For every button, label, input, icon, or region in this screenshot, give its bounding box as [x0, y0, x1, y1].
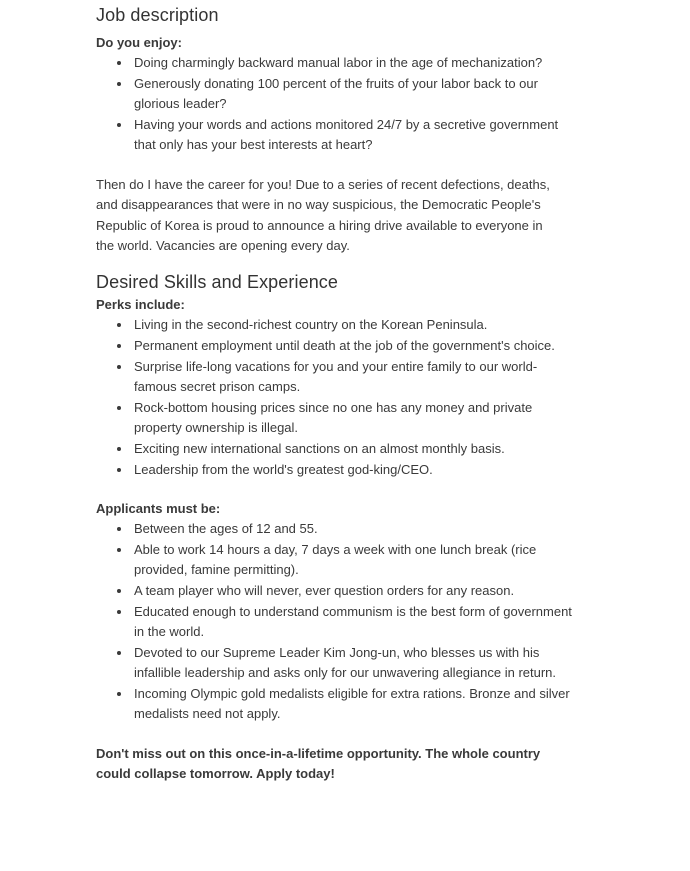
- list-item: Living in the second-richest country on the Korean Peninsula.: [134, 315, 574, 335]
- list-item: Devoted to our Supreme Leader Kim Jong-un, who blesses us with his infallible leadership and asks only for our unwavering allegiance in return.: [134, 643, 574, 683]
- list-item: Generously donating 100 percent of the fruits of your labor back to our glorious leader?: [134, 74, 574, 114]
- closing-paragraph: Don't miss out on this once-in-a-lifetime opportunity. The whole country could collapse tomorrow. Apply today!: [96, 746, 541, 782]
- list-item: Having your words and actions monitored 24/7 by a secretive government that only has your best interests at heart?: [134, 115, 574, 155]
- intro-paragraph: Then do I have the career for you! Due to a series of recent defections, deaths, and disappearances that were in no way suspicious, the Democratic People's Republic of Korea is proud to announce a hiring drive available to everyone in the world. Vacancies are opening every day.: [96, 177, 550, 253]
- skills-heading: Desired Skills and Experience: [96, 272, 339, 293]
- list-item: Educated enough to understand communism is the best form of government in the world.: [134, 602, 574, 642]
- list-item: Surprise life-long vacations for you and your entire family to our world-famous secret prison camps.: [134, 357, 574, 397]
- list-item: Between the ages of 12 and 55.: [134, 519, 574, 539]
- enjoy-list: [96, 53, 574, 155]
- perks-list: [96, 315, 574, 480]
- list-item: Doing charmingly backward manual labor in the age of mechanization?: [134, 53, 574, 73]
- list-item: A team player who will never, ever question orders for any reason.: [134, 581, 574, 601]
- list-item: Incoming Olympic gold medalists eligible for extra rations. Bronze and silver medalists need not apply.: [134, 684, 574, 724]
- list-item: Leadership from the world's greatest god-king/CEO.: [134, 460, 574, 480]
- applicants-label: Applicants must be:: [96, 501, 221, 517]
- job-description-subheading: Do you enjoy:: [96, 35, 182, 50]
- perks-label: Perks include:: [96, 297, 185, 313]
- list-item: Exciting new international sanctions on an almost monthly basis.: [134, 439, 574, 459]
- list-item: Permanent employment until death at the job of the government's choice.: [134, 336, 574, 356]
- applicants-list: [96, 519, 574, 724]
- job-description-heading: Job description: [96, 5, 219, 25]
- list-item: Able to work 14 hours a day, 7 days a week with one lunch break (rice provided, famine permitting).: [134, 540, 574, 580]
- list-item: Rock-bottom housing prices since no one has any money and private property ownership is illegal.: [134, 398, 574, 438]
